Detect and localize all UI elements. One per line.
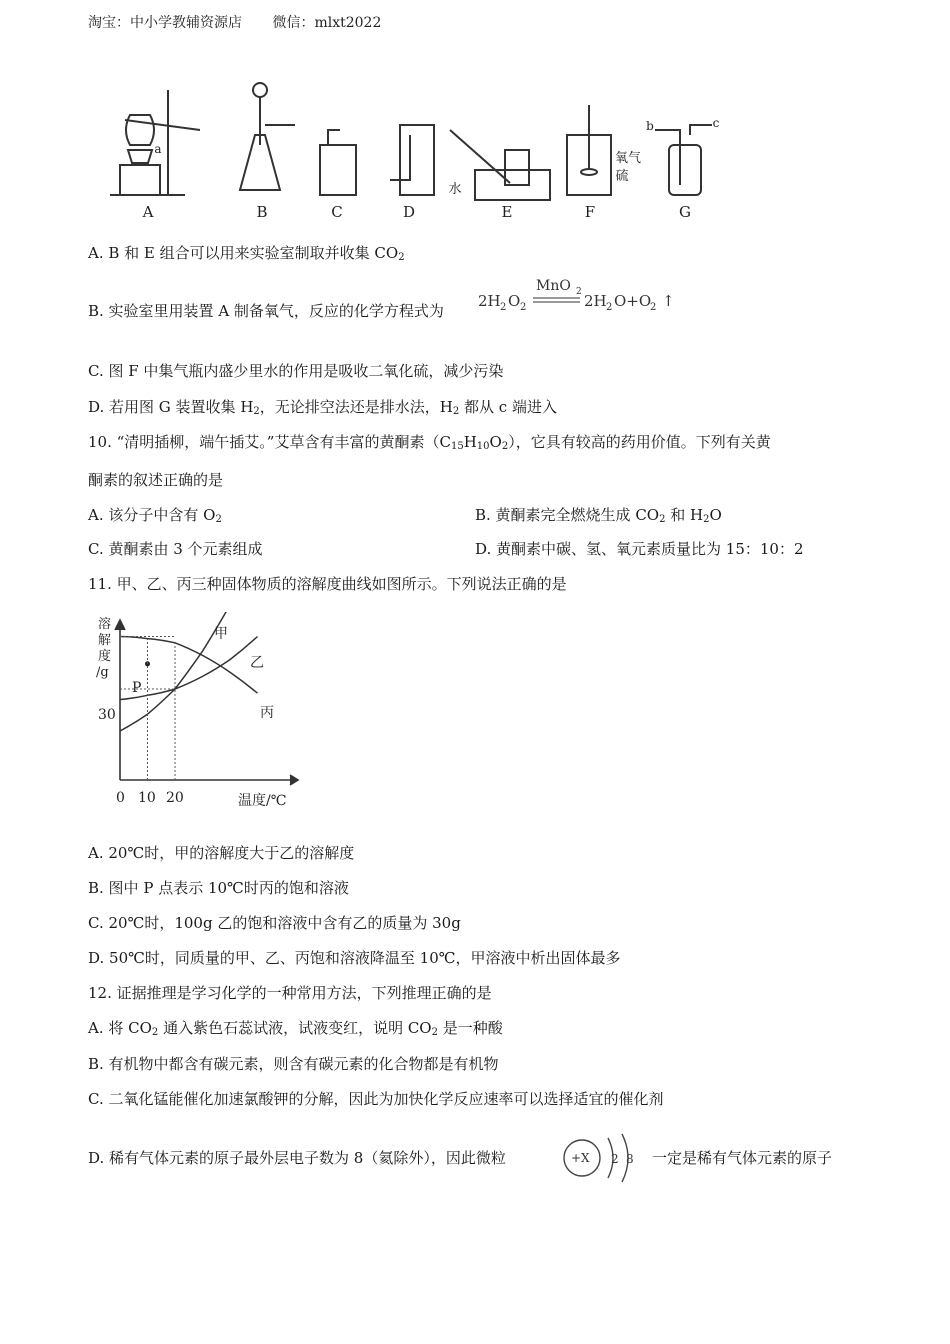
q12-option-d-post: 一定是稀有气体元素的原子 [652, 1149, 833, 1167]
series-label-bing: 丙 [260, 705, 274, 721]
q9-option-c: C. 图 F 中集气瓶内盛少里水的作用是吸收二氧化硫，减少污染 [88, 362, 504, 380]
q10-stem-line2: 酮素的叙述正确的是 [88, 471, 224, 489]
page-header [88, 12, 407, 32]
label-e: E [501, 203, 513, 221]
svg-text:↑: ↑ [662, 292, 675, 310]
shell-1-count: 2 [611, 1152, 619, 1166]
nucleus-label: +X [571, 1151, 590, 1165]
q12-option-b: B. 有机物中都含有碳元素，则含有碳元素的化合物都是有机物 [88, 1055, 499, 1073]
x-axis-label: 温度/℃ [238, 793, 287, 809]
curve-jia [120, 612, 258, 731]
q9-option-a: A. B 和 E 组合可以用来实验室制取并收集 $CO_2$ [88, 244, 405, 263]
equation [478, 274, 688, 322]
svg-text:2: 2 [576, 287, 582, 297]
label-g: G [679, 203, 691, 221]
wechat-id: 微信：mlxt2022 [272, 15, 382, 31]
svg-text:2: 2 [650, 302, 657, 313]
q10-stem-line1: 10. “清明插柳，端午插艾。”艾草含有丰富的黄酮素$(C_{15}H_{10}O_2)$，它具有较高的药用价值。下列有关黄 [88, 433, 771, 452]
q10-option-a: A. 该分子中含有 $O_2$ [88, 506, 222, 525]
y-tick-30: 30 [98, 707, 116, 723]
label-oxygen: 氧气 [614, 151, 642, 166]
series-label-jia: 甲 [214, 626, 228, 642]
svg-text:2: 2 [500, 302, 507, 313]
q12-option-d-pre: D. 稀有气体元素的原子最外层电子数为 8（氦除外），因此微粒 [88, 1149, 506, 1167]
q9-option-b: B. 实验室里用装置 A 制备氧气，反应的化学方程式为 [88, 302, 444, 320]
q12-stem: 12. 证据推理是学习化学的一种常用方法，下列推理正确的是 [88, 984, 492, 1002]
q11-option-c: C. 20℃时，100g 乙的饱和溶液中含有乙的质量为 30g [88, 914, 461, 932]
q11-stem: 11. 甲、乙、丙三种固体物质的溶解度曲线如图所示。下列说法正确的是 [88, 575, 567, 593]
svg-text:O: O [508, 292, 521, 310]
q11-option-d: D. 50℃时，同质量的甲、乙、丙饱和溶液降温至 10℃，甲溶液中析出固体最多 [88, 949, 621, 967]
q10-option-b: B. 黄酮素完全燃烧生成 $CO_2$ 和 $H_2O$ [475, 506, 722, 525]
label-b: B [256, 203, 268, 221]
catalyst: MnO [536, 278, 571, 294]
atom-structure-diagram [560, 1130, 650, 1186]
label-c: C [331, 203, 343, 221]
label-c-port: c [712, 116, 720, 130]
shell-2-count: 8 [626, 1152, 634, 1166]
shop-name: 淘宝：中小学教辅资源店 [88, 15, 242, 31]
label-sulfur: 硫 [615, 169, 629, 184]
point-p-label: P [132, 680, 142, 696]
x-tick-20: 20 [166, 790, 184, 806]
label-b-port: b [646, 119, 654, 133]
x-tick-10: 10 [138, 790, 156, 806]
y-axis-label: 溶解度/g [96, 617, 112, 680]
label-d: D [402, 203, 416, 221]
svg-text:O+O: O+O [614, 292, 652, 310]
q10-option-c: C. 黄酮素由 3 个元素组成 [88, 540, 263, 558]
q11-option-b: B. 图中 P 点表示 10℃时丙的饱和溶液 [88, 879, 349, 897]
series-label-yi: 乙 [250, 655, 264, 671]
label-a: A [142, 203, 154, 221]
label-water: 水 [448, 182, 462, 197]
label-small-a: a [154, 142, 162, 156]
svg-text:2: 2 [520, 302, 527, 313]
q12-option-c: C. 二氧化锰能催化加速氯酸钾的分解，因此为加快化学反应速率可以选择适宜的催化剂 [88, 1090, 664, 1108]
apparatus-figure [100, 75, 740, 225]
svg-text:2: 2 [606, 302, 613, 313]
q11-option-a: A. 20℃时，甲的溶解度大于乙的溶解度 [88, 844, 355, 862]
svg-text:2H: 2H [584, 292, 607, 310]
q10-option-d: D. 黄酮素中碳、氢、氧元素质量比为 15：10：2 [475, 540, 804, 558]
label-f: F [584, 203, 596, 221]
q9-option-d: D. 若用图 G 装置收集 $H_2$，无论排空法还是排水法，$H_2$ 都从 c 端进入 [88, 398, 557, 417]
solubility-chart [90, 612, 310, 812]
q12-option-a: A. 将 $CO_2$ 通入紫色石蕊试液，试液变红，说明 $CO_2$ 是一种酸 [88, 1019, 503, 1038]
svg-text:2H: 2H [478, 292, 501, 310]
x-tick-0: 0 [116, 790, 125, 806]
